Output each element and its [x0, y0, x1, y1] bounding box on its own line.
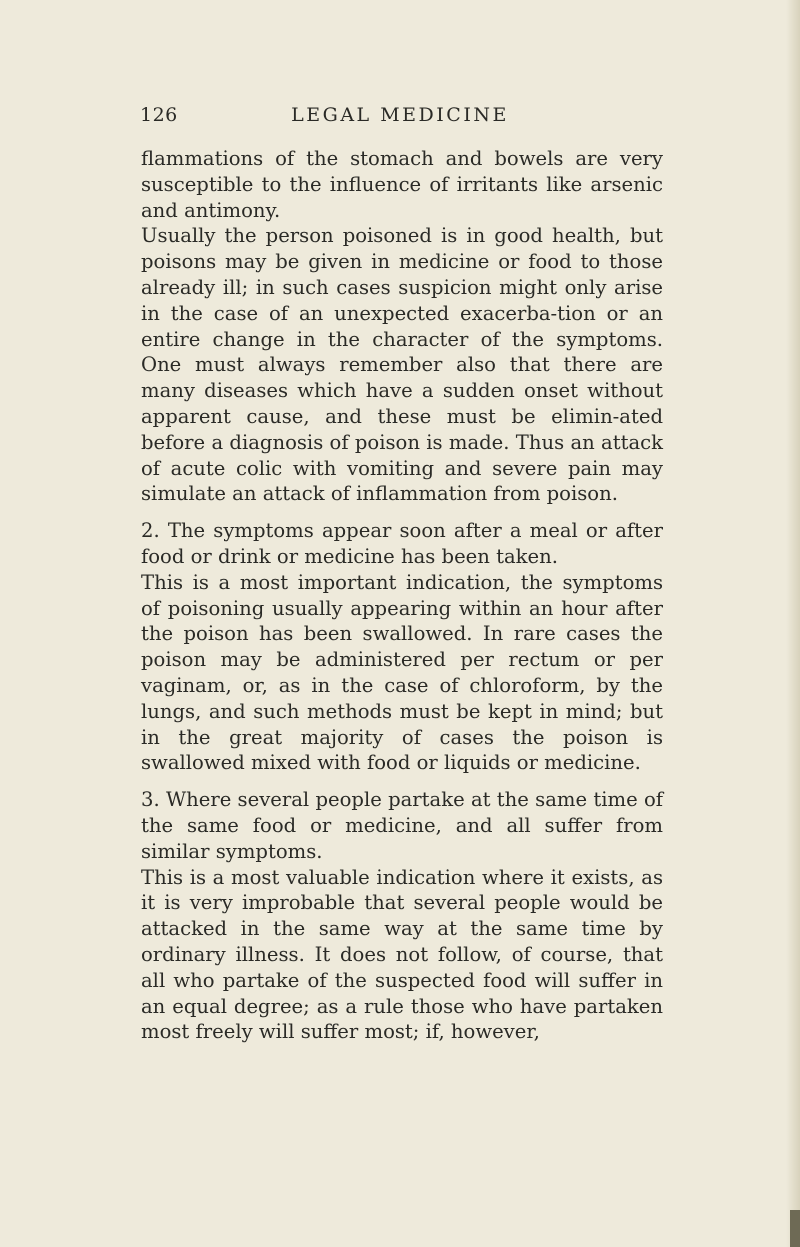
paragraph: This is a most important indication, the symptoms of poisoning usually appearing within an hour after the poison has been swallowed. In rare cases the poison may be administered per rectum or per vaginam, or, as in the case of chloroform, by the lungs, and such methods must be kept in mind; but in the great majority of cases the poison is swallowed mixed with food or liquids or medicine. [141, 570, 663, 775]
paragraph: 2. The symptoms appear soon after a meal or after food or drink or medicine has been taken. [141, 519, 663, 568]
paragraph: This is a most valuable indication where it exists, as it is very improbable that several people would be attacked in the same way at the same time by ordinary illness. It does not follow, of course, that all who partake of the suspected food will suffer in an equal degree; as a rule those who have partaken most freely will suffer most; if, however, [141, 865, 663, 1044]
body-text [141, 146, 663, 1045]
paragraph: Usually the person poisoned is in good health, but poisons may be given in medicine or food to those already ill; in such cases suspicion might only arise in the case of an unexpected exacerba-tion or an entire change in the character of the symptoms. One must always remember also that there are many diseases which have a sudden onset without apparent cause, and these must be elimin-ated before a diagnosis of poison is made. Thus an attack of acute colic with vomiting and severe pain may simulate an attack of inflammation from poison. [141, 224, 663, 506]
page-edge-shadow [786, 0, 800, 1247]
paragraph: 3. Where several people partake at the same time of the same food or medicine, and all suffer from similar symptoms. [141, 788, 663, 863]
paragraph: flammations of the stomach and bowels are very susceptible to the influence of irritants like arsenic and antimony. [141, 147, 663, 222]
page-edge-mark [790, 1210, 800, 1247]
running-title: LEGAL MEDICINE [291, 104, 509, 126]
page-number: 126 [140, 104, 178, 126]
page-header [140, 104, 660, 128]
